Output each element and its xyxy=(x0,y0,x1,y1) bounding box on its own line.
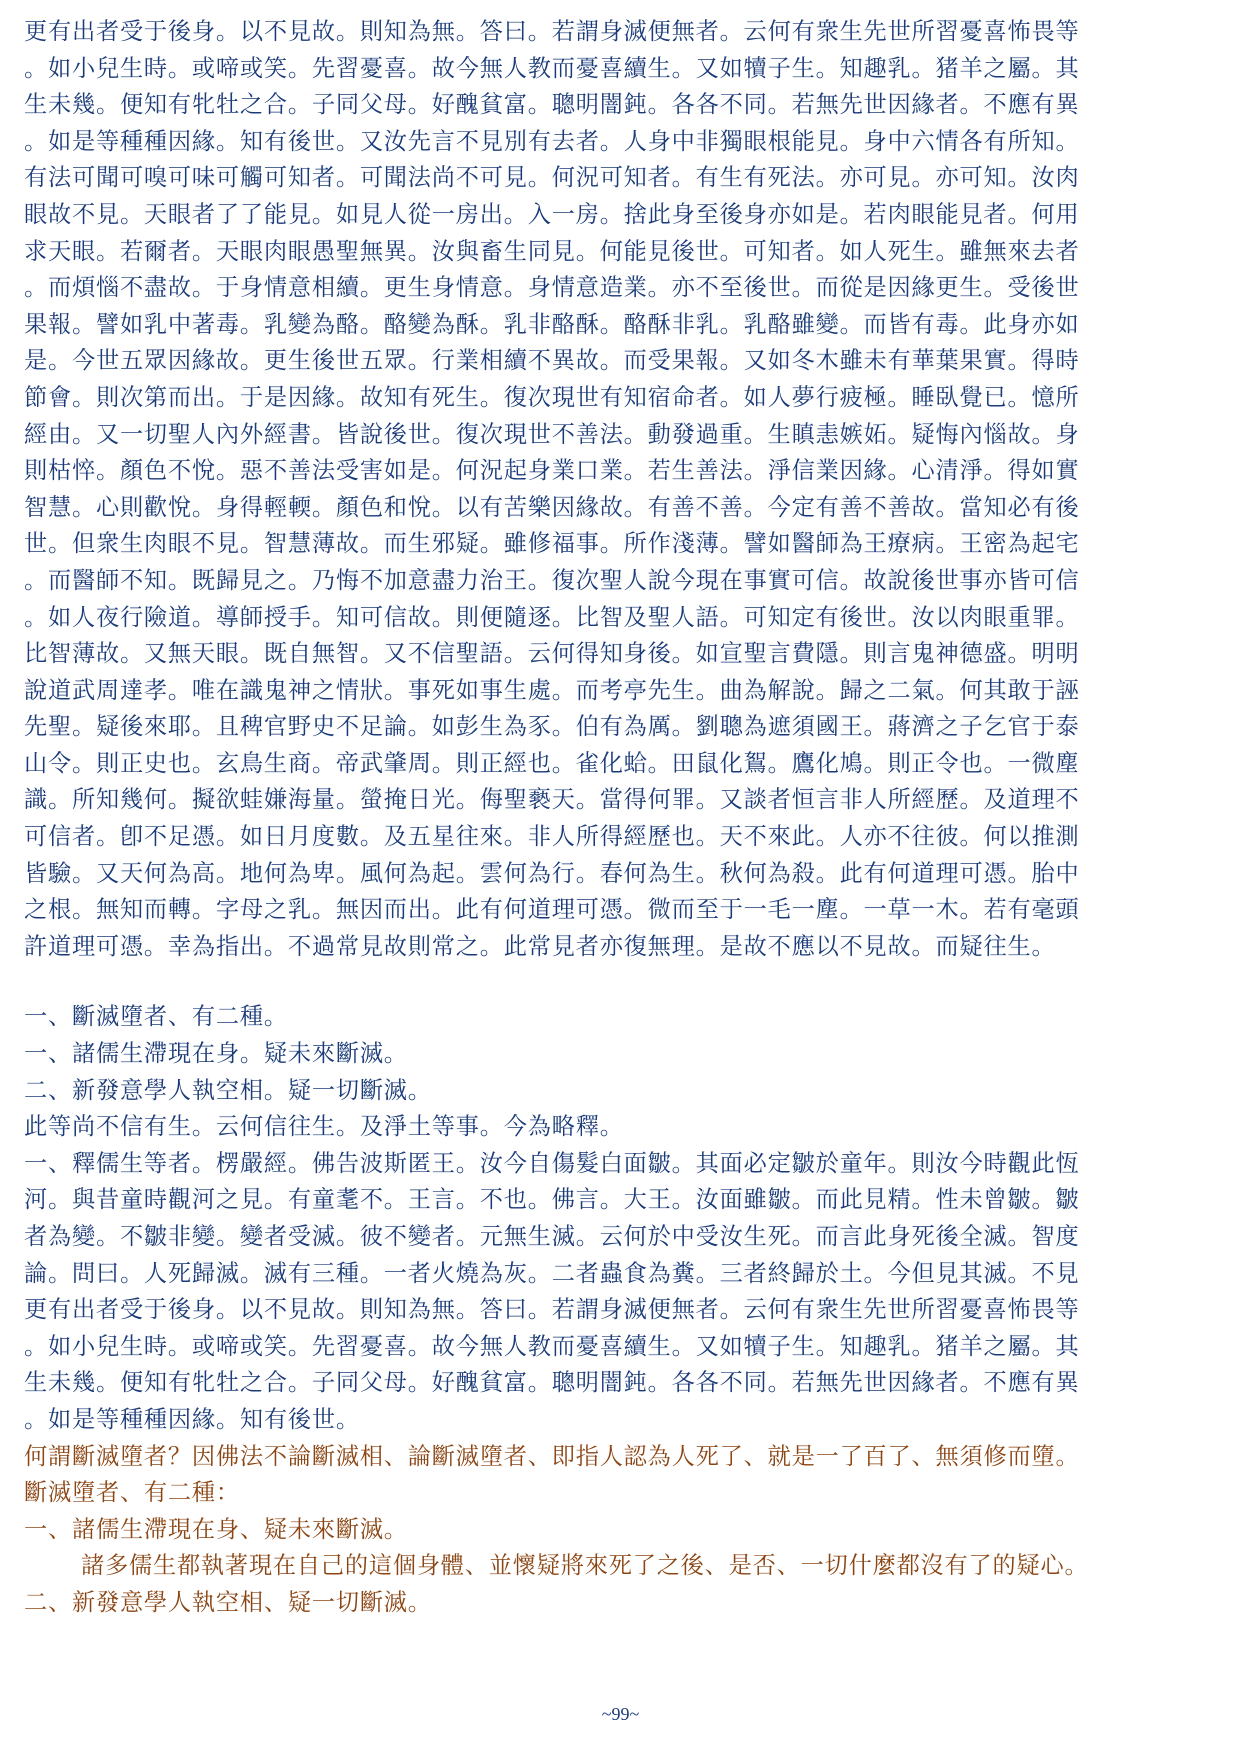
text-line: 。如是等種種因緣。知有後世。 xyxy=(24,1405,360,1433)
commentary-line: 斷滅墮者、有二種： xyxy=(24,1479,240,1507)
text-line: 生未幾。便知有牝牡之合。子同父母。好醜貧富。聰明闇鈍。各各不同。若無先世因緣者。不應有異 xyxy=(24,1369,1080,1397)
text-line: 眼故不見。天眼者了了能見。如見人從一房出。入一房。捨此身至後身亦如是。若肉眼能見者。何用 xyxy=(24,200,1080,228)
commentary-section xyxy=(24,1439,1220,1622)
text-line: 智慧。心則歡悅。身得輕輭。顏色和悅。以有苦樂因緣故。有善不善。今定有善不善故。當知必有後 xyxy=(24,493,1080,521)
text-line: 生未幾。便知有牝牡之合。子同父母。好醜貧富。聰明闇鈍。各各不同。若無先世因緣者。不應有異 xyxy=(24,91,1080,119)
text-line: 。而煩惱不盡故。于身情意相續。更生身情意。身情意造業。亦不至後世。而從是因緣更生。受後世 xyxy=(24,274,1080,302)
scripture-paragraph-2 xyxy=(24,999,1220,1438)
text-line: 更有出者受于後身。以不見故。則知為無。答曰。若謂身滅便無者。云何有衆生先世所習憂喜怖畏等 xyxy=(24,1296,1080,1324)
text-line: 皆驗。又天何為高。地何為卑。風何為起。雲何為行。春何為生。秋何為殺。此有何道理可憑。胎中 xyxy=(24,859,1080,887)
paragraph-gap xyxy=(24,965,1220,999)
text-line: 節會。則次第而出。于是因緣。故知有死生。復次現世有知宿命者。如人夢行疲極。睡臥覺已。憶所 xyxy=(24,383,1080,411)
list-item: 二、新發意學人執空相。疑一切斷滅。 xyxy=(24,1076,432,1104)
commentary-line: 諸多儒生都執著現在自己的這個身體、並懷疑將來死了之後、是否、一切什麼都沒有了的疑心。 xyxy=(81,1552,1089,1580)
text-line: 此等尚不信有生。云何信往生。及淨土等事。今為略釋。 xyxy=(24,1113,624,1141)
text-line: 世。但衆生肉眼不見。智慧薄故。而生邪疑。雖修福事。所作淺薄。譬如醫師為王療病。王密為起宅 xyxy=(24,530,1080,558)
text-line: 。而醫師不知。既歸見之。乃悔不加意盡力治王。復次聖人說今現在事實可信。故說後世事亦皆可信 xyxy=(24,566,1080,594)
text-line: 。如人夜行險道。導師授手。知可信故。則便隨逐。比智及聖人語。可知定有後世。汝以肉眼重罪。 xyxy=(24,603,1080,631)
text-line: 。如小兒生時。或啼或笑。先習憂喜。故今無人教而憂喜續生。又如犢子生。知趣乳。猪羊之屬。其 xyxy=(24,1332,1080,1360)
text-line: 比智薄故。又無天眼。既自無智。又不信聖語。云何得知身後。如宣聖言費隱。則言鬼神德盛。明明 xyxy=(24,640,1080,668)
text-line: 之根。無知而轉。字母之乳。無因而出。此有何道理可憑。微而至于一毛一塵。一草一木。若有毫頭 xyxy=(24,896,1080,924)
text-line: 求天眼。若爾者。天眼肉眼愚聖無異。汝與畜生同見。何能見後世。可知者。如人死生。雖無來去者 xyxy=(24,237,1080,265)
commentary-line: 一、諸儒生滯現在身、疑未來斷滅。 xyxy=(24,1515,408,1543)
commentary-line: 二、新發意學人執空相、疑一切斷滅。 xyxy=(24,1588,432,1616)
text-line: 許道理可憑。幸為指出。不過常見故則常之。此常見者亦復無理。是故不應以不見故。而疑往生。 xyxy=(24,932,1056,960)
text-line: 則枯悴。顏色不悅。惡不善法受害如是。何況起身業口業。若生善法。淨信業因緣。心清淨。得如實 xyxy=(24,457,1080,485)
text-line: 先聖。疑後來耶。且稗官野史不足論。如彭生為豕。伯有為厲。劉聰為遮須國王。蔣濟之子乞官于泰 xyxy=(24,713,1080,741)
section-heading: 一、斷滅墮者、有二種。 xyxy=(24,1003,288,1031)
document-page xyxy=(24,14,1220,1622)
text-line: 。如小兒生時。或啼或笑。先習憂喜。故今無人教而憂喜續生。又如犢子生。知趣乳。猪羊之屬。其 xyxy=(24,54,1080,82)
text-line: 一、釋儒生等者。楞嚴經。佛告波斯匿王。汝今自傷髮白面皺。其面必定皺於童年。則汝今時觀此恆 xyxy=(24,1149,1080,1177)
text-line: 識。所知幾何。擬欲蛙嫌海量。螢掩日光。侮聖褻天。當得何罪。又談者恒言非人所經歷。及道理不 xyxy=(24,786,1080,814)
text-line: 山令。則正史也。玄鳥生商。帝武肇周。則正經也。雀化蛤。田鼠化鴽。鷹化鳩。則正令也。一微塵 xyxy=(24,749,1080,777)
list-item: 一、諸儒生滯現在身。疑未來斷滅。 xyxy=(24,1040,408,1068)
text-line: 論。問曰。人死歸滅。滅有三種。一者火燒為灰。二者蟲食為糞。三者終歸於土。今但見其滅。不見 xyxy=(24,1259,1080,1287)
text-line: 果報。譬如乳中著毒。乳變為酪。酪變為酥。乳非酪酥。酪酥非乳。乳酪雖變。而皆有毒。此身亦如 xyxy=(24,310,1080,338)
commentary-line: 何謂斷滅墮者？因佛法不論斷滅相、論斷滅墮者、即指人認為人死了、就是一了百了、無須修而墮。 xyxy=(24,1442,1080,1470)
text-line: 是。今世五眾因緣故。更生後世五眾。行業相續不異故。而受果報。又如冬木雖未有華葉果實。得時 xyxy=(24,347,1080,375)
text-line: 者為變。不皺非變。變者受滅。彼不變者。元無生滅。云何於中受汝生死。而言此身死後全滅。智度 xyxy=(24,1223,1080,1250)
text-line: 河。與昔童時觀河之見。有童耄不。王言。不也。佛言。大王。汝面雖皺。而此見精。性未曾皺。皺 xyxy=(24,1186,1080,1214)
scripture-paragraph-1 xyxy=(24,14,1220,965)
text-line: 說道武周達孝。唯在識鬼神之情狀。事死如事生處。而考亭先生。曲為解說。歸之二氣。何其敢于誣 xyxy=(24,676,1080,704)
text-line: 可信者。卽不足憑。如日月度數。及五星往來。非人所得經歷也。天不來此。人亦不往彼。何以推測 xyxy=(24,823,1080,851)
text-line: 更有出者受于後身。以不見故。則知為無。答曰。若謂身滅便無者。云何有衆生先世所習憂喜怖畏等 xyxy=(24,18,1080,45)
text-line: 經由。又一切聖人內外經書。皆說後世。復次現世不善法。動發過重。生瞋恚嫉妬。疑悔內惱故。身 xyxy=(24,420,1080,448)
text-line: 有法可聞可嗅可味可觸可知者。可聞法尚不可見。何況可知者。有生有死法。亦可見。亦可知。汝肉 xyxy=(24,164,1080,192)
page-number: ~99~ xyxy=(601,1704,640,1724)
text-line: 。如是等種種因緣。知有後世。又汝先言不見別有去者。人身中非獨眼根能見。身中六情各有所知。 xyxy=(24,127,1080,155)
